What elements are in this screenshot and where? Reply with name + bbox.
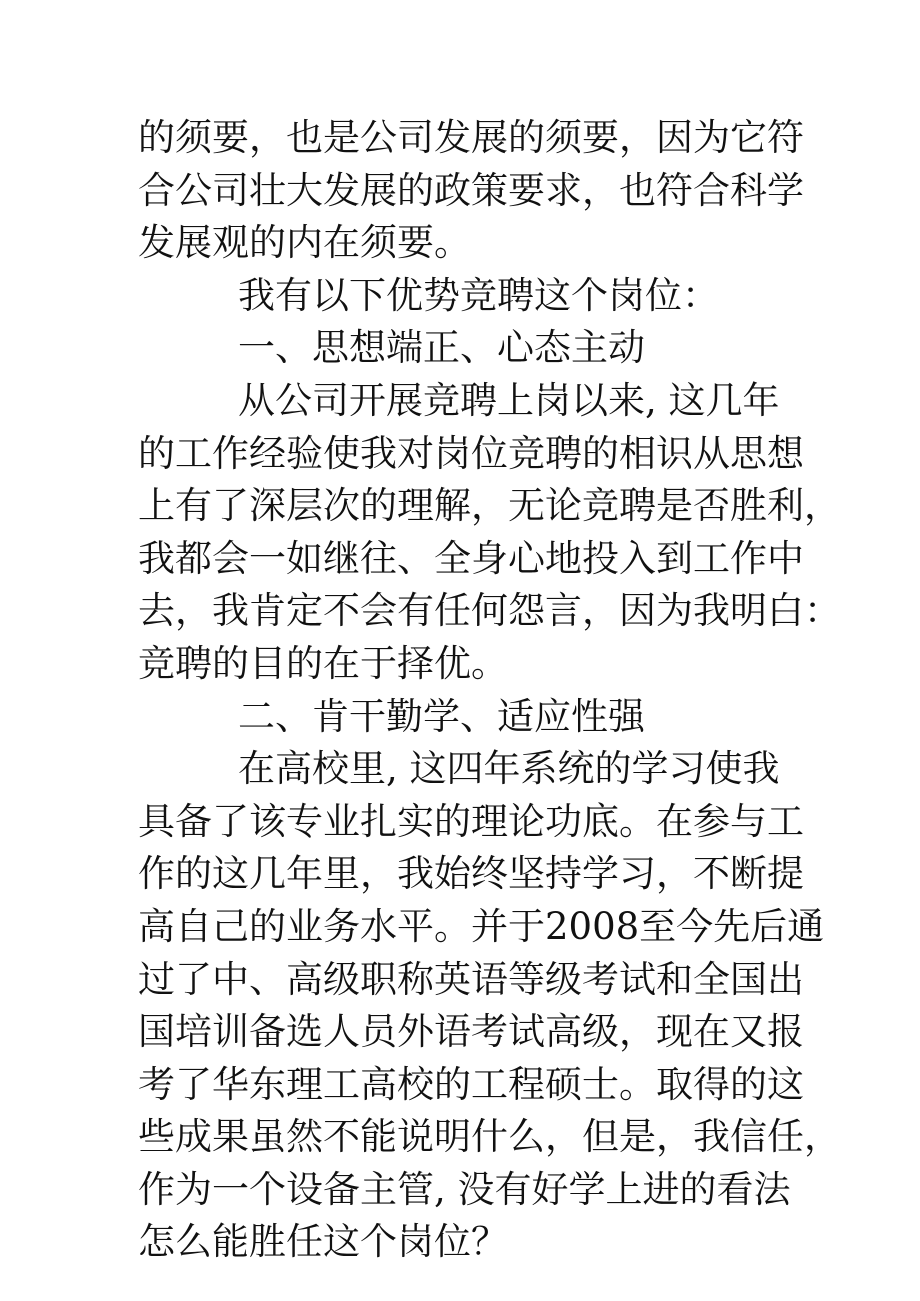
paragraph-start-line: 从公司开展竞聘上岗以来, 这几年 <box>238 378 780 422</box>
text-line: 作为一个设备主管, 没有好学上进的看法 <box>138 1167 791 1211</box>
text-line: 合公司壮大发展的政策要求，也符合科学 <box>138 168 804 212</box>
section-heading: 二、肯干勤学、适应性强 <box>238 694 645 738</box>
text-line: 考了华东理工高校的工程硕士。取得的这 <box>138 1062 804 1106</box>
text-line: 去，我肯定不会有任何怨言，因为我明白： <box>138 589 841 633</box>
text-line: 高自己的业务水平。并于2008至今先后通 <box>138 904 825 948</box>
paragraph-start-line: 在高校里, 这四年系统的学习使我 <box>238 747 780 791</box>
text-line: 怎么能胜任这个岗位？ <box>138 1220 508 1264</box>
text-line: 国培训备选人员外语考试高级，现在又报 <box>138 1010 804 1054</box>
document-body <box>138 112 841 1269</box>
text-line: 的须要，也是公司发展的须要，因为它符 <box>138 116 804 159</box>
text-line: 些成果虽然不能说明什么，但是，我信任， <box>138 1115 841 1159</box>
text-line: 作的这几年里，我始终坚持学习，不断提 <box>138 852 804 896</box>
text-line: 具备了该专业扎实的理论功底。在参与工 <box>138 799 804 843</box>
text-line: 过了中、高级职称英语等级考试和全国出 <box>138 957 804 1001</box>
section-heading: 一、思想端正、心态主动 <box>238 326 645 370</box>
text-line: 我都会一如继往、全身心地投入到工作中 <box>138 536 804 580</box>
text-line: 发展观的内在须要。 <box>138 221 471 265</box>
paragraph-start-line: 我有以下优势竞聘这个岗位： <box>238 273 719 317</box>
text-line: 竞聘的目的在于择优。 <box>138 641 508 685</box>
text-line: 的工作经验使我对岗位竞聘的相识从思想 <box>138 431 804 475</box>
text-line: 上有了深层次的理解，无论竞聘是否胜利， <box>138 484 841 528</box>
